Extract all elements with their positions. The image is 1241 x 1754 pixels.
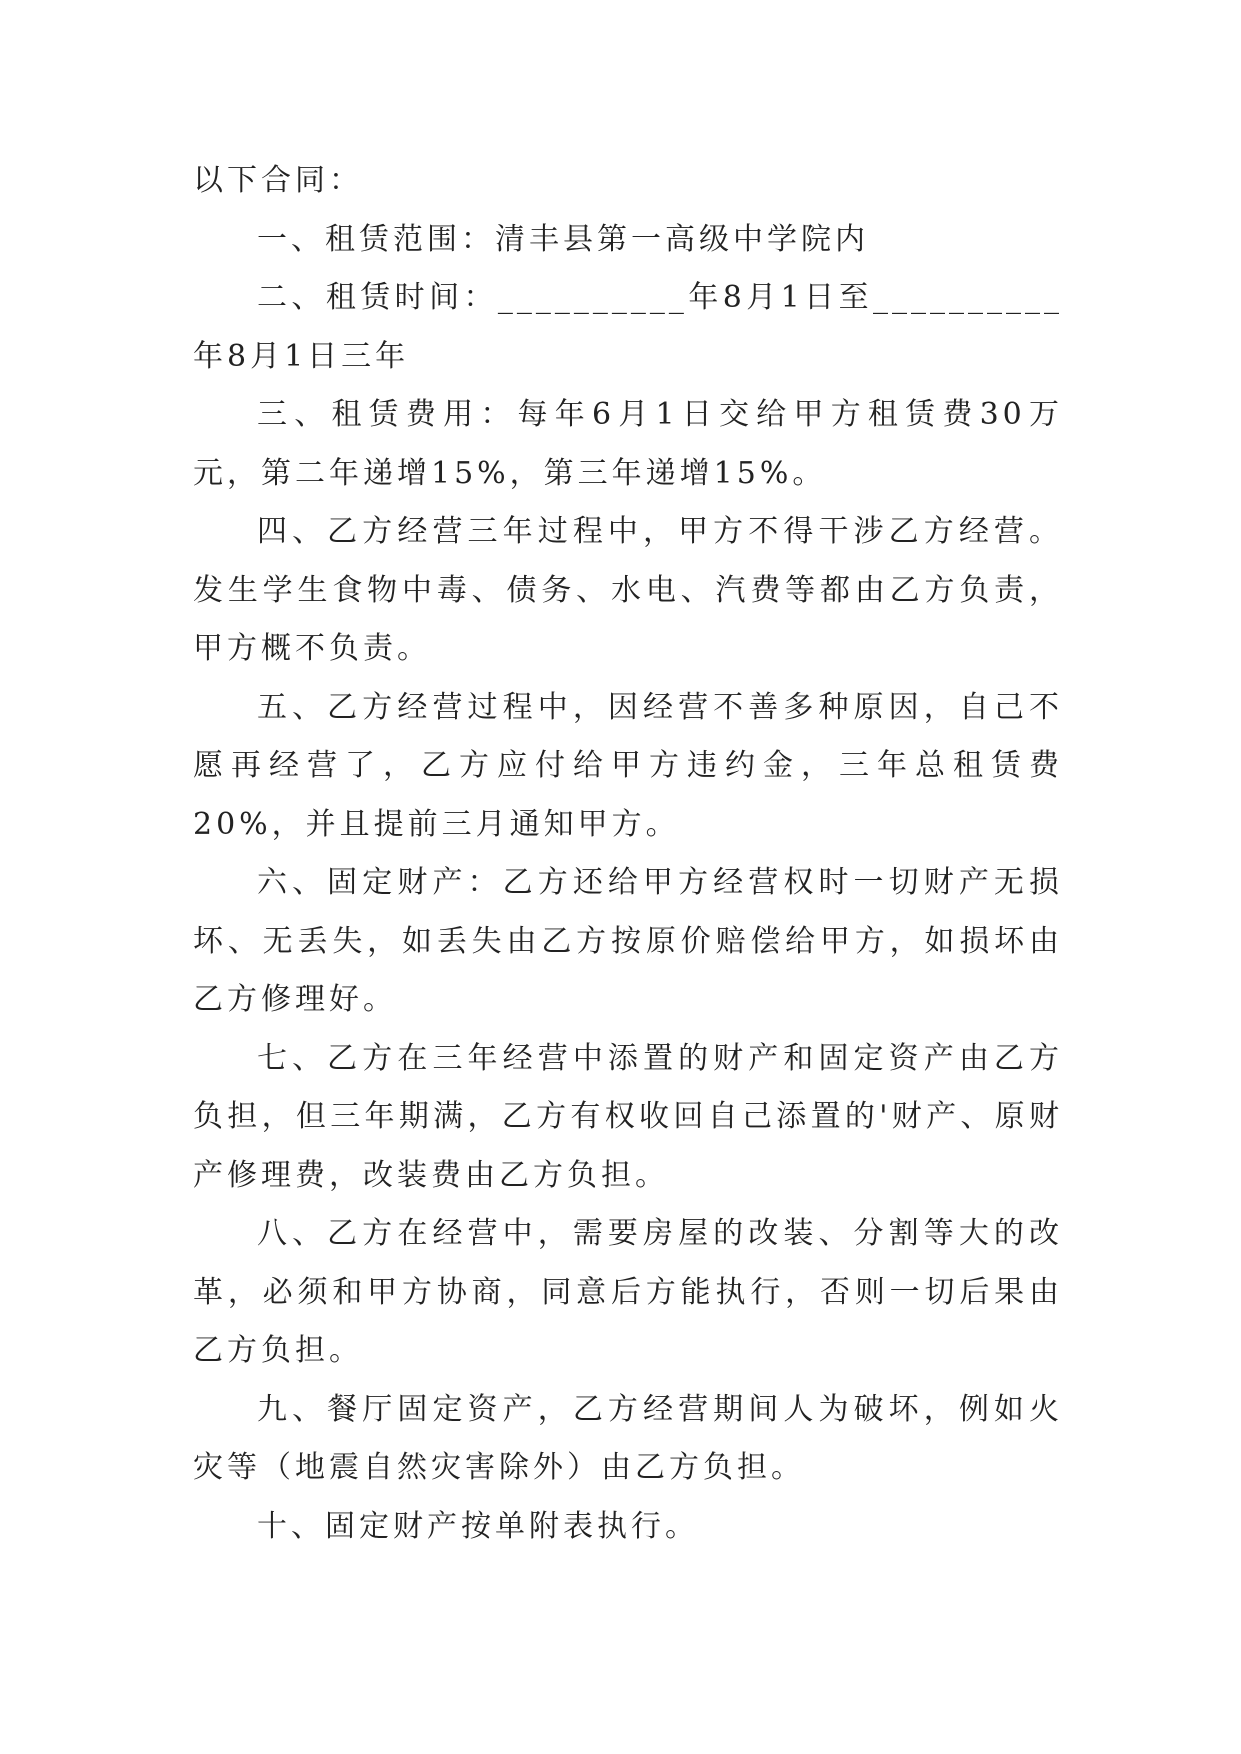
clause-2-lease-period: 二、租赁时间：__________年8月1日至__________年8月1日三年 bbox=[193, 280, 1063, 374]
contract-body bbox=[193, 152, 1063, 1556]
clause-1-lease-scope: 一、租赁范围：清丰县第一高级中学院内 bbox=[257, 221, 869, 257]
clause-10-attached-list: 十、固定财产按单附表执行。 bbox=[257, 1508, 699, 1544]
clause-6-fixed-property: 六、固定财产：乙方还给甲方经营权时一切财产无损坏、无丢失，如丢失由乙方按原价赔偿给甲方，如损坏由乙方修理好。 bbox=[193, 865, 1063, 1017]
clause-5-termination: 五、乙方经营过程中，因经营不善多种原因，自己不愿再经营了，乙方应付给甲方违约金，三年总租赁费20%，并且提前三月通知甲方。 bbox=[193, 689, 1063, 842]
clause-4-operation: 四、乙方经营三年过程中，甲方不得干涉乙方经营。发生学生食物中毒、债务、水电、汽费等都由乙方负责，甲方概不负责。 bbox=[193, 514, 1063, 666]
clause-9-damage: 九、餐厅固定资产，乙方经营期间人为破坏，例如火灾等（地震自然灾害除外）由乙方负担。 bbox=[193, 1391, 1063, 1485]
clause-8-renovation: 八、乙方在经营中，需要房屋的改装、分割等大的改革，必须和甲方协商，同意后方能执行，否则一切后果由乙方负担。 bbox=[193, 1216, 1063, 1368]
clause-7-added-assets: 七、乙方在三年经营中添置的财产和固定资产由乙方负担，但三年期满，乙方有权收回自己添置的'财产、原财产修理费，改装费由乙方负担。 bbox=[193, 1040, 1063, 1193]
clause-3-lease-fee: 三、租赁费用：每年6月1日交给甲方租赁费30万元，第二年递增15%，第三年递增15%。 bbox=[193, 397, 1063, 491]
contract-intro-line: 以下合同： bbox=[193, 163, 363, 198]
